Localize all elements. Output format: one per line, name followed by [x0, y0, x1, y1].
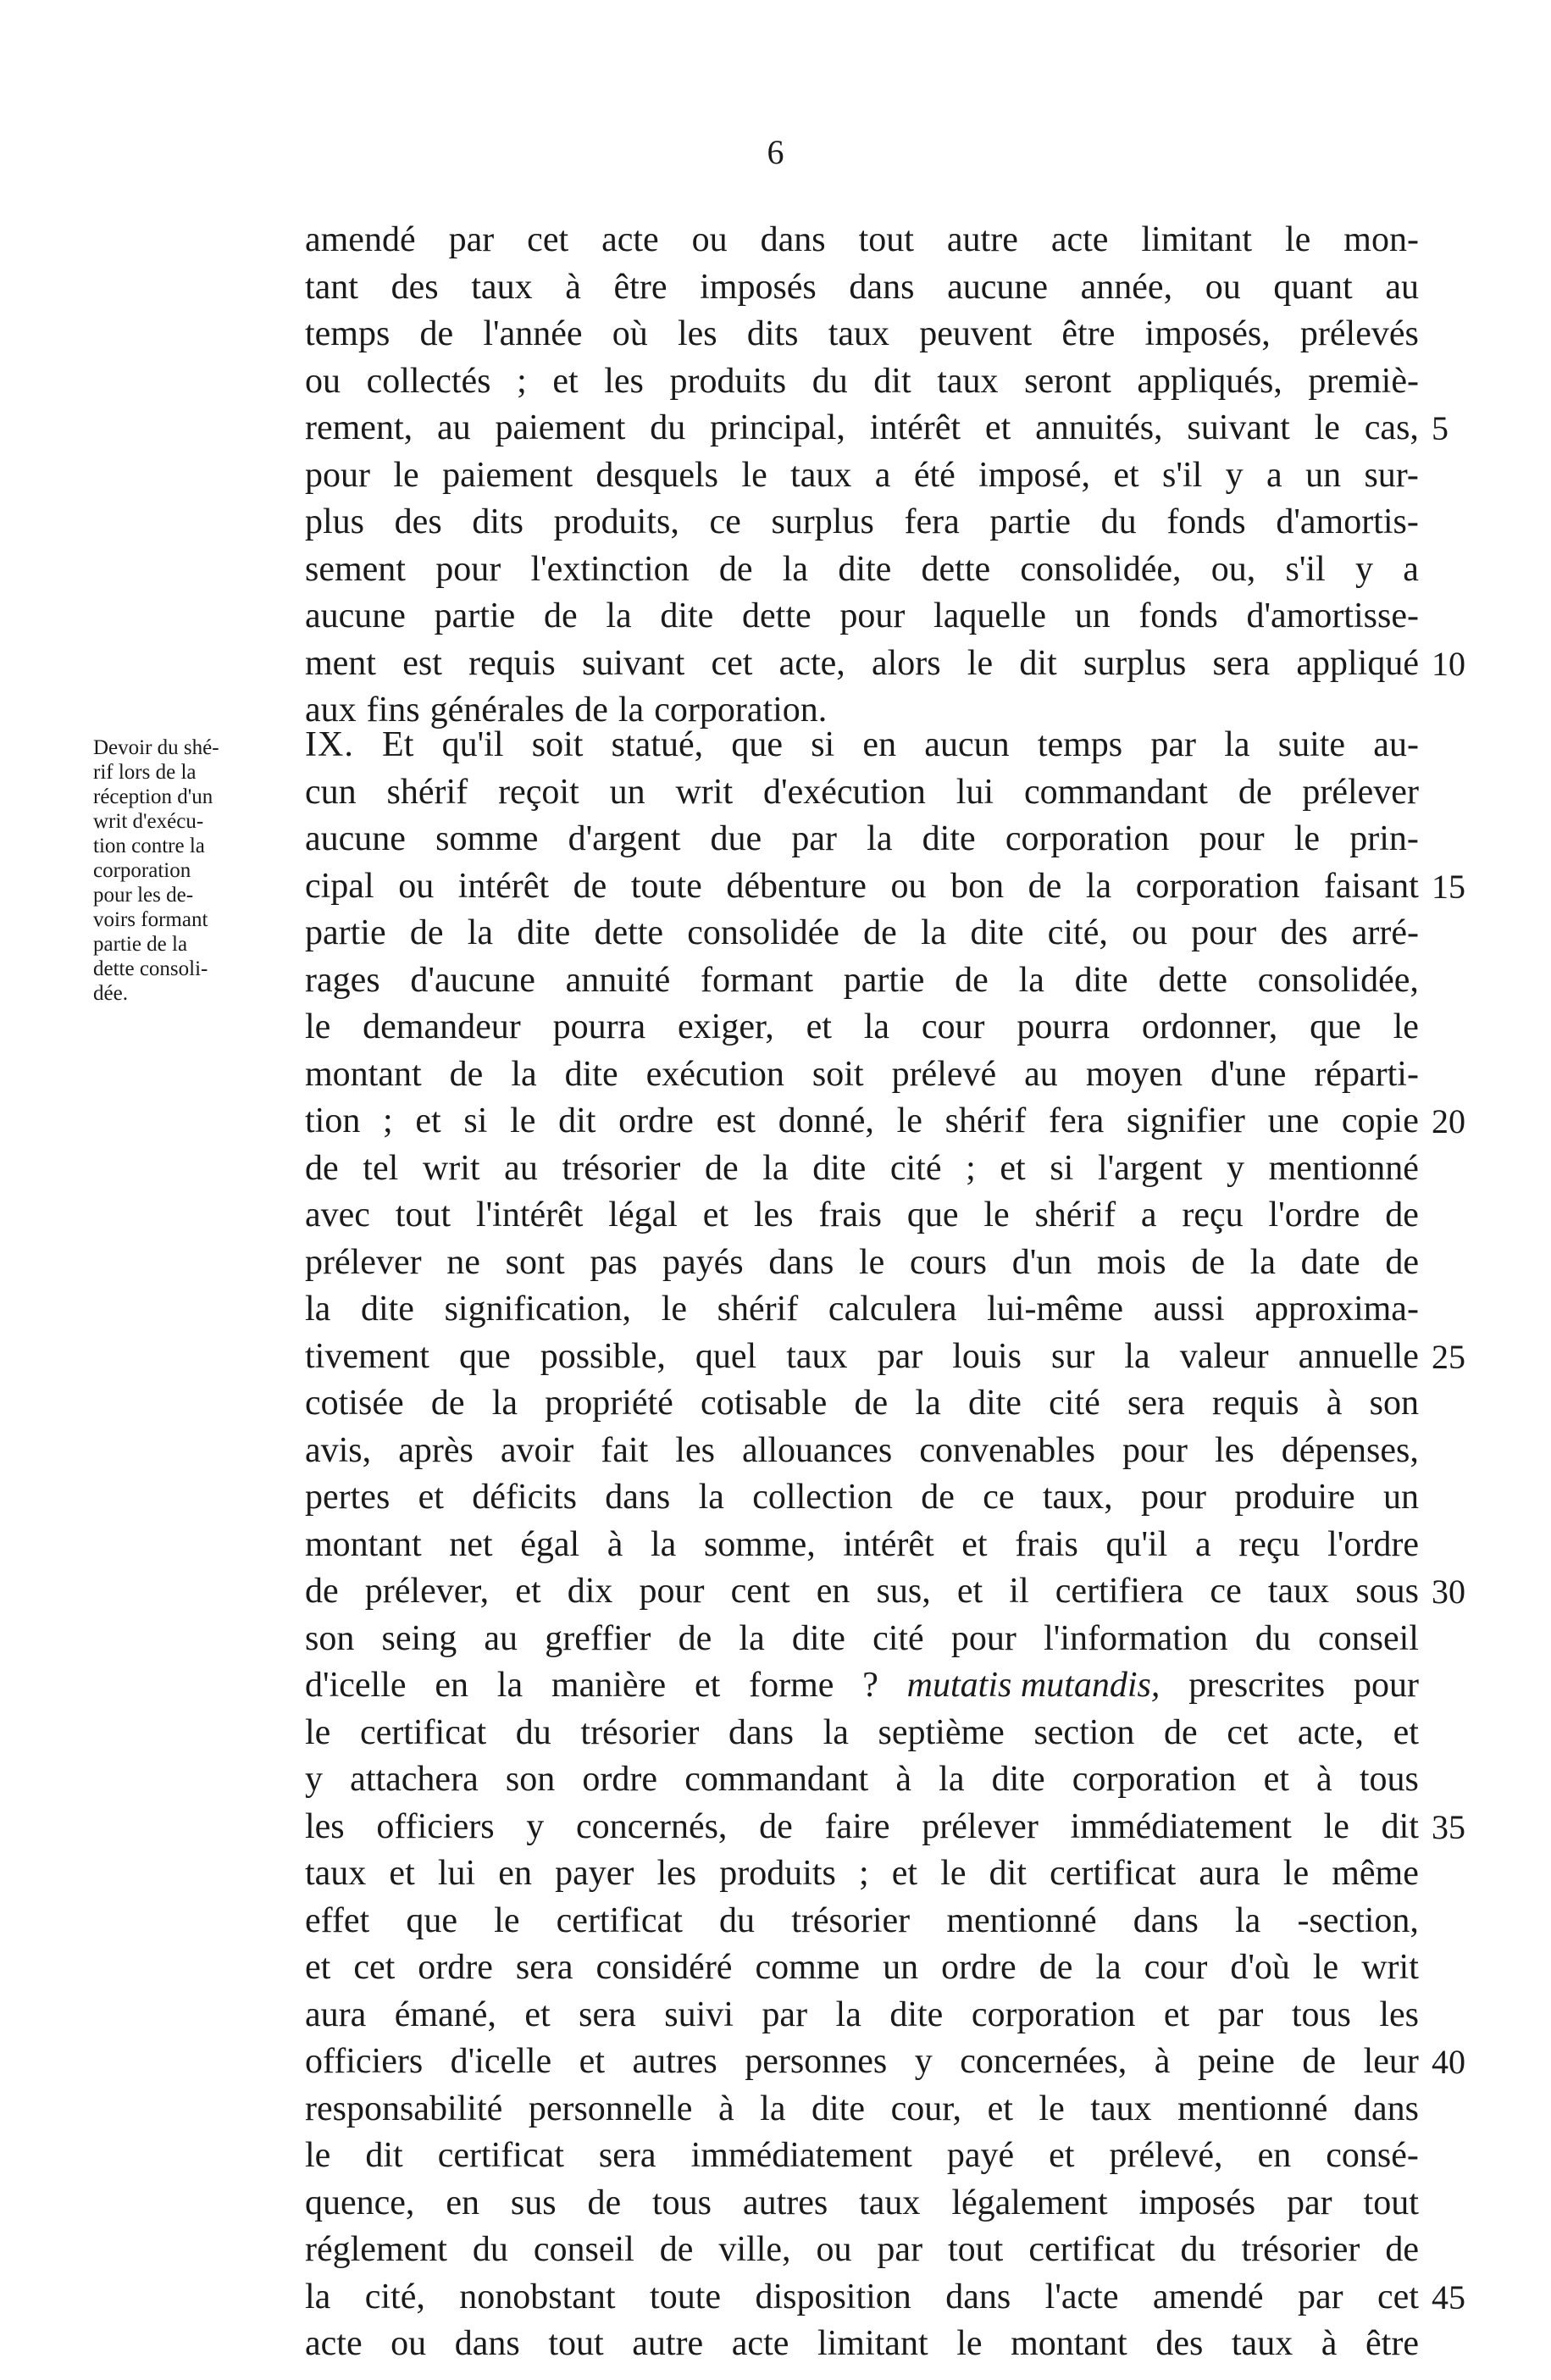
section-first-line: IX. Et qu'il soit statué, que si en aucun temps par la suite au-	[305, 722, 1419, 769]
marginal-note-line: dette consoli-	[93, 957, 208, 980]
text-line: temps de l'année où les dits taux peuvent être imposés, prélevés	[305, 314, 1419, 353]
marginal-note	[93, 735, 305, 1006]
line-number: 20	[1432, 1102, 1465, 1140]
text-line: plus des dits produits, ce surplus fera partie du fonds d'amortis-	[305, 502, 1419, 541]
text-line: montant net égal à la somme, intérêt et frais qu'il a reçu l'ordre	[305, 1524, 1419, 1564]
marginal-note-line: corporation	[93, 859, 191, 882]
text-line: aucune somme d'argent due par la dite corporation pour le prin-	[305, 819, 1419, 858]
text-line: et cet ordre sera considéré comme un ordre de la cour d'où le writ	[305, 1948, 1419, 1987]
line-number: 40	[1432, 2043, 1465, 2081]
text-line: avis, après avoir fait les allouances convenables pour les dépenses,	[305, 1430, 1419, 1470]
text-line: tivement que possible, quel taux par louis sur la valeur annuelle	[305, 1336, 1419, 1376]
marginal-note-line: voirs formant	[93, 908, 208, 931]
text-line: tant des taux à être imposés dans aucune année, ou quant au	[305, 267, 1419, 307]
text-line: y attachera son ordre commandant à la dite corporation et à tous	[305, 1760, 1419, 1799]
text-line: aucune partie de la dite dette pour laquelle un fonds d'amortisse-	[305, 596, 1419, 635]
text-line: prélever ne sont pas payés dans le cours d'un mois de la date de	[305, 1242, 1419, 1282]
text-line: aura émané, et sera suivi par la dite corporation et par tous les	[305, 1994, 1419, 2034]
line-with-italic: d'icelle en la manière et forme ? mutatis mutandis, prescrites pour	[305, 1662, 1419, 1710]
text-line: le dit certificat sera immédiatement payé et prélevé, en consé-	[305, 2136, 1419, 2175]
text-line: officiers d'icelle et autres personnes y concernées, à peine de leur	[305, 2042, 1419, 2081]
paragraph-continuation	[305, 217, 1419, 735]
text-line: montant de la dite exécution soit prélevé au moyen d'une réparti-	[305, 1054, 1419, 1094]
text-line: amendé par cet acte ou dans tout autre acte limitant le mon-	[305, 220, 1419, 259]
line-number: 25	[1432, 1337, 1465, 1376]
text-line: tion ; et si le dit ordre est donné, le shérif fera signifier une copie	[305, 1101, 1419, 1140]
text-line: son seing au greffier de la dite cité pour l'information du conseil	[305, 1618, 1419, 1658]
line-number: 5	[1432, 409, 1449, 447]
marginal-note-line: tion contre la	[93, 835, 205, 857]
text-line: rement, au paiement du principal, intérêt et annuités, suivant le cas,	[305, 408, 1419, 447]
text-line: les officiers y concernés, de faire prélever immédiatement le dit	[305, 1806, 1419, 1846]
text-line: la dite signification, le shérif calculera lui-même aussi approxima-	[305, 1290, 1419, 1329]
text-line: de tel writ au trésorier de la dite cité ; et si l'argent y mentionné	[305, 1148, 1419, 1188]
line-number: 10	[1432, 644, 1465, 683]
marginal-note-line: pour les de-	[93, 884, 194, 907]
marginal-note-line: Devoir du shé-	[93, 736, 219, 759]
text-line: la cité, nonobstant toute disposition dans l'acte amendé par cet	[305, 2277, 1419, 2316]
text-line: sement pour l'extinction de la dite dette consolidée, ou, s'il y a	[305, 549, 1419, 589]
line-number: 30	[1432, 1573, 1465, 1611]
text-line: effet que le certificat du trésorier mentionné dans la -section,	[305, 1900, 1419, 1940]
text-line: taux et lui en payer les produits ; et le dit certificat aura le même	[305, 1854, 1419, 1893]
text-line: partie de la dite dette consolidée de la dite cité, ou pour des arré-	[305, 913, 1419, 952]
text-line: pertes et déficits dans la collection de ce taux, pour produire un	[305, 1478, 1419, 1517]
marginal-note-line: réception d'un	[93, 785, 213, 808]
section-number: IX.	[305, 725, 354, 764]
line-number: 45	[1432, 2277, 1465, 2316]
text-line: le certificat du trésorier dans la septième section de cet acte, et	[305, 1712, 1419, 1752]
text-line: de prélever, et dix pour cent en sus, et il certifiera ce taux sous	[305, 1572, 1419, 1611]
line-number: 35	[1432, 1807, 1465, 1846]
text-line: quence, en sus de tous autres taux légalement imposés par tout	[305, 2183, 1419, 2222]
marginal-note-line: partie de la	[93, 933, 188, 956]
text-line: responsabilité personnelle à la dite cour, et le taux mentionné dans	[305, 2089, 1419, 2128]
marginal-note-line: writ d'exécu-	[93, 810, 204, 833]
marginal-note-line: rif lors de la	[93, 761, 197, 784]
text-line: aux fins générales de la corporation.	[305, 691, 828, 730]
text-line: avec tout l'intérêt légal et les frais que le shérif a reçu l'ordre de	[305, 1196, 1419, 1234]
text-line: réglement du conseil de ville, ou par tout certificat du trésorier de	[305, 2230, 1419, 2269]
text-line: cipal ou intérêt de toute débenture ou bon de la corporation faisant	[305, 866, 1419, 906]
text-line: cotisée de la propriété cotisable de la dite cité sera requis à son	[305, 1384, 1419, 1423]
text-line: ment est requis suivant cet acte, alors le dit surplus sera appliqué	[305, 643, 1419, 683]
text-line: acte ou dans tout autre acte limitant le montant des taux à être	[305, 2324, 1419, 2363]
italic-phrase: mutatis mutandis,	[906, 1666, 1160, 1705]
text-line: ou collectés ; et les produits du dit taux seront appliqués, premiè-	[305, 361, 1419, 401]
text-line: le demandeur pourra exiger, et la cour pourra ordonner, que le	[305, 1007, 1419, 1046]
marginal-note-line: dée.	[93, 982, 128, 1005]
text-line: pour le paiement desquels le taux a été imposé, et s'il y a un sur-	[305, 455, 1419, 495]
line-number: 15	[1432, 867, 1465, 906]
text-line: rages d'aucune annuité formant partie de la dite dette consolidée,	[305, 960, 1419, 1000]
page-number: 6	[767, 133, 784, 171]
section-ix	[305, 722, 1419, 2368]
text-line: cun shérif reçoit un writ d'exécution lui commandant de prélever	[305, 772, 1419, 812]
